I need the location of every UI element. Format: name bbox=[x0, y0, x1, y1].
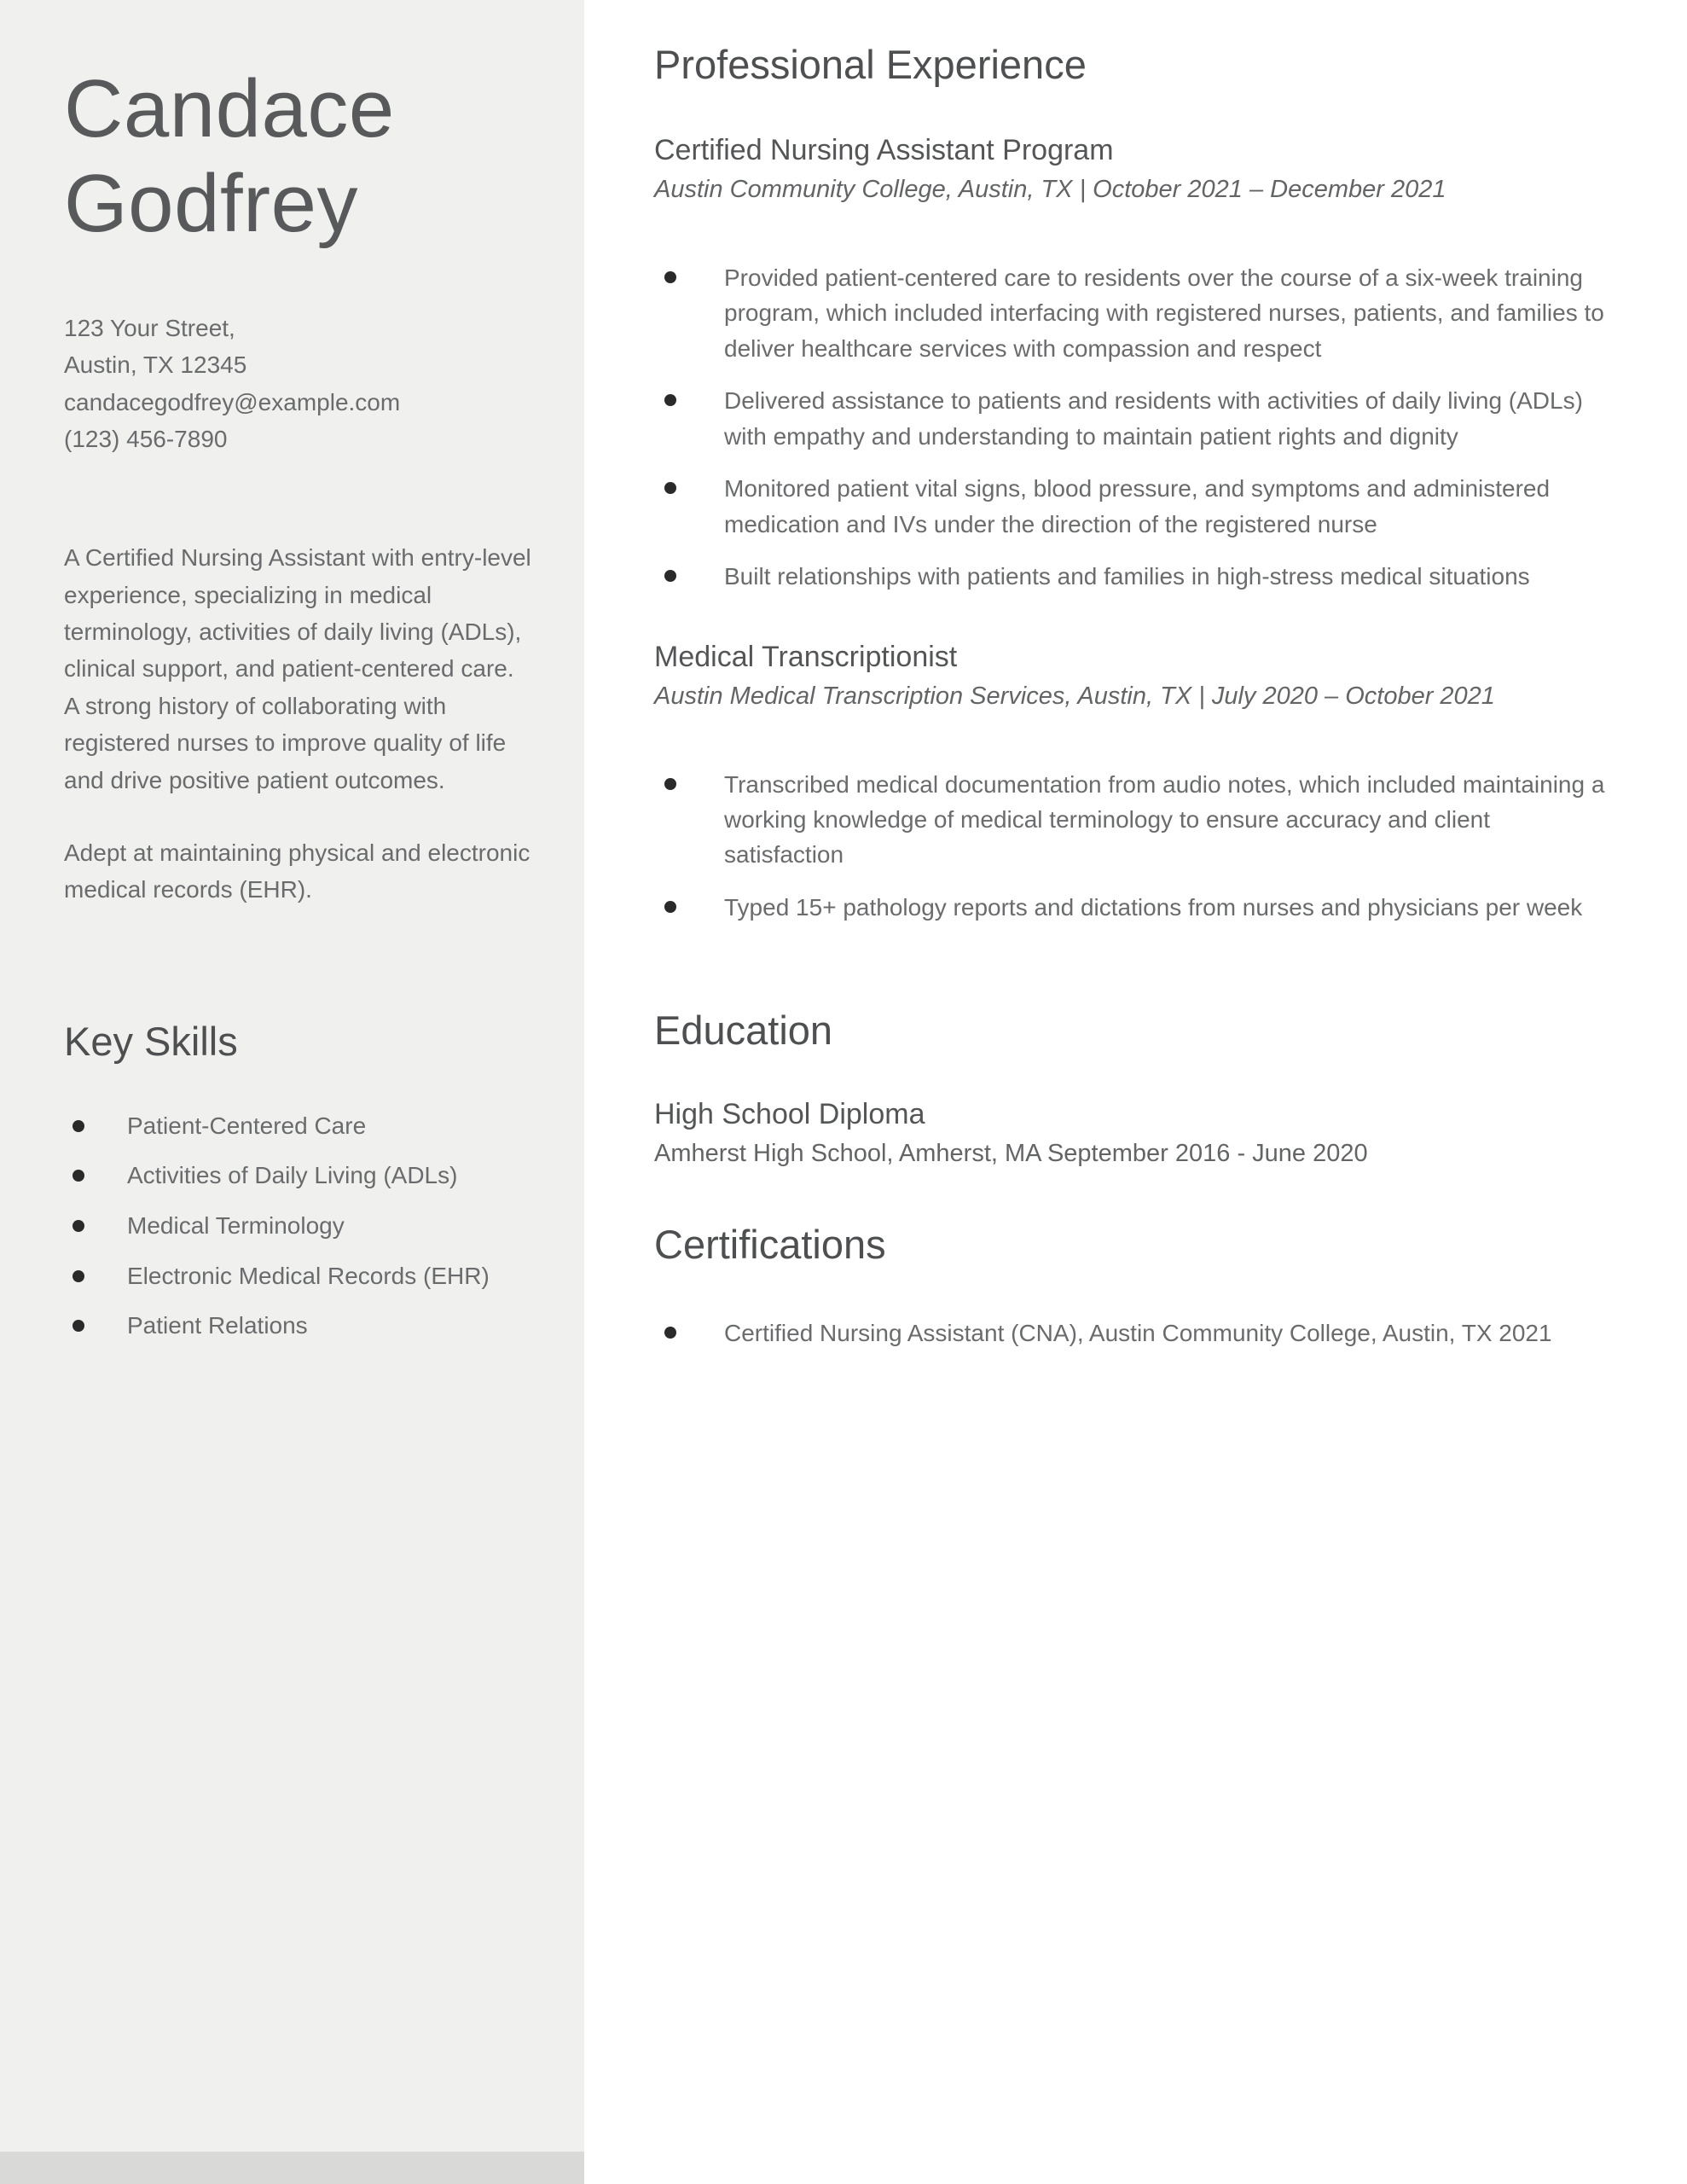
bullet-icon bbox=[664, 778, 676, 790]
job-title: Medical Transcriptionist bbox=[654, 640, 958, 673]
candidate-name bbox=[64, 61, 533, 252]
certifications-section bbox=[654, 1221, 1610, 1350]
certifications-list bbox=[654, 1316, 1610, 1350]
job-bullet bbox=[654, 767, 1610, 873]
job-meta: Austin Community College, Austin, TX | October 2021 – December 2021 bbox=[654, 176, 1446, 203]
job-bullet bbox=[654, 471, 1610, 542]
summary-paragraph: Adept at maintaining physical and electronic medical records (EHR). bbox=[64, 839, 530, 903]
contact-address-line1: 123 Your Street, bbox=[64, 314, 235, 341]
bullet-icon bbox=[664, 394, 676, 406]
education-section-heading: Education bbox=[654, 1008, 833, 1054]
education-section bbox=[654, 1007, 1610, 1168]
bullet-icon bbox=[664, 1327, 676, 1339]
sidebar bbox=[0, 0, 584, 2184]
job-bullet-text: Transcribed medical documentation from audio notes, which included maintaining a working knowledge of medical terminology to ensure accuracy and client satisfaction bbox=[724, 770, 1605, 868]
bullet-icon bbox=[72, 1320, 84, 1332]
job-title: Certified Nursing Assistant Program bbox=[654, 134, 1114, 166]
certification-item bbox=[654, 1316, 1610, 1350]
skill-item bbox=[64, 1159, 533, 1194]
job-meta: Austin Medical Transcription Services, Austin, TX | July 2020 – October 2021 bbox=[654, 682, 1495, 710]
job-bullet-list bbox=[654, 767, 1610, 926]
skill-item bbox=[64, 1259, 533, 1294]
job-bullet bbox=[654, 559, 1610, 594]
job-bullet bbox=[654, 260, 1610, 366]
key-skills-list bbox=[64, 1109, 533, 1344]
contact-address-line2: Austin, TX 12345 bbox=[64, 351, 247, 379]
certifications-section-heading: Certifications bbox=[654, 1222, 886, 1268]
job-bullet-list bbox=[654, 260, 1610, 595]
job-bullet bbox=[654, 890, 1610, 925]
skill-label: Patient Relations bbox=[127, 1312, 308, 1339]
experience-section-heading: Professional Experience bbox=[654, 42, 1087, 87]
skill-item bbox=[64, 1309, 533, 1344]
job-bullet-text: Typed 15+ pathology reports and dictations from nurses and physicians per week bbox=[724, 893, 1583, 921]
job-entry bbox=[654, 134, 1610, 595]
professional-summary bbox=[64, 539, 533, 909]
bullet-icon bbox=[72, 1220, 84, 1232]
main-content bbox=[584, 0, 1687, 2184]
skill-label: Medical Terminology bbox=[127, 1211, 345, 1239]
bullet-icon bbox=[664, 482, 676, 494]
bullet-icon bbox=[72, 1270, 84, 1282]
job-bullet-text: Provided patient-centered care to residents over the course of a six-week training program, which included interfacing with registered nurses, patients, and families to deliver healthcare services with compassion and respect bbox=[724, 264, 1604, 362]
job-bullet-text: Monitored patient vital signs, blood pressure, and symptoms and administered medication and IVs under the direction of the registered nurse bbox=[724, 475, 1551, 537]
contact-phone: (123) 456-7890 bbox=[64, 425, 228, 452]
bullet-icon bbox=[72, 1170, 84, 1182]
job-entry bbox=[654, 641, 1610, 926]
bullet-icon bbox=[664, 570, 676, 582]
skill-item bbox=[64, 1209, 533, 1244]
skill-label: Activities of Daily Living (ADLs) bbox=[127, 1162, 458, 1189]
candidate-first-name: Candace bbox=[64, 63, 395, 154]
bullet-icon bbox=[664, 271, 676, 283]
summary-paragraph: A Certified Nursing Assistant with entry-level experience, specializing in medical terminology, activities of daily living (ADLs), clinical support, and patient-centered care. A strong history of collaborating with registered nurses to improve quality of life and drive positive patient outcomes. bbox=[64, 544, 531, 793]
job-bullet bbox=[654, 383, 1610, 454]
education-school: Amherst High School, Amherst, MA September 2016 - June 2020 bbox=[654, 1140, 1368, 1168]
job-bullet-text: Delivered assistance to patients and residents with activities of daily living (ADLs) with empathy and understanding to maintain patient rights and dignity bbox=[724, 387, 1583, 450]
sidebar-footer-band bbox=[0, 2152, 584, 2184]
skill-label: Patient-Centered Care bbox=[127, 1112, 367, 1139]
candidate-last-name: Godfrey bbox=[64, 158, 358, 250]
skill-label: Electronic Medical Records (EHR) bbox=[127, 1262, 490, 1289]
skill-item bbox=[64, 1109, 533, 1144]
bullet-icon bbox=[664, 901, 676, 913]
certification-text: Certified Nursing Assistant (CNA), Austin Community College, Austin, TX 2021 bbox=[724, 1320, 1552, 1347]
contact-email: candacegodfrey@example.com bbox=[64, 388, 401, 415]
education-degree: High School Diploma bbox=[654, 1098, 925, 1131]
job-bullet-text: Built relationships with patients and families in high-stress medical situations bbox=[724, 563, 1530, 590]
bullet-icon bbox=[72, 1120, 84, 1132]
key-skills-heading: Key Skills bbox=[64, 1018, 238, 1064]
contact-block bbox=[64, 310, 533, 458]
